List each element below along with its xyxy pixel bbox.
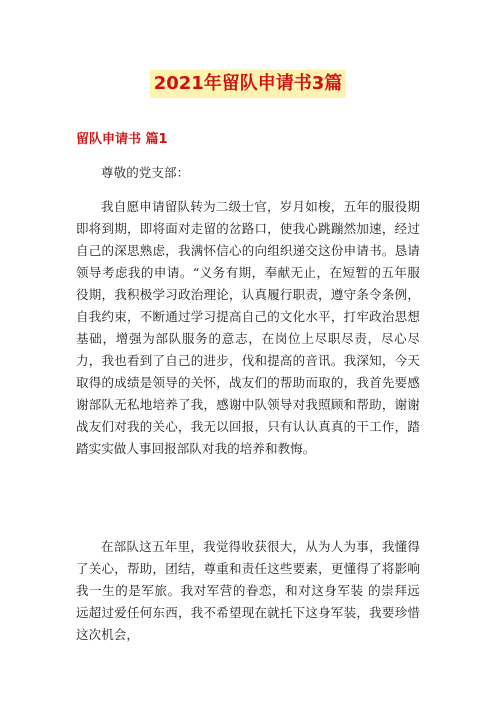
salutation: 尊敬的党支部： (101, 165, 190, 180)
section-heading: 留队申请书 篇1 (76, 132, 168, 147)
paragraph-1: 我自愿申请留队转为二级士官，岁月如梭，五年的服役期即将到期，即将面对走留的岔路口，使我心跳蹦然加速，经过自己的深思熟虑，我满怀信心的向组织递交这份申请书。恳请领导考虑我的申请。“义务有期，奉献无止，在短暂的五年服役期，我积极学习政治理论，认真履行职责，遵守条令条例，自我约束，不断通过学习提高自己的文化水平，打牢政治思想基础，增强为部队服务的意志，在岗位上尽职尽责，尽心尽力，我也看到了自己的进步，伐和提高的音讯。我深知，今天取得的成绩是领导的关怀，战友们的帮助而取的，我首先要感谢部队无私地培养了我，感谢中队领导对我照顾和帮助，谢谢战友们对我的关心，我无以回报，只有认认真真的干工作，踏踏实实做人事回报部队对我的培养和教悔。 (76, 199, 420, 456)
document-title: 2021年留队申请书3篇 (150, 70, 347, 98)
paragraph-2: 在部队这五年里，我觉得收获很大，从为人为事，我懂得了关心，帮助，团结，尊重和责任这些要素，更懂得了将影响我一生的是军旅。我对军营的眷恋，和对这身军装 的崇拜远远超过爱任何东西，我不希望现在就托下这身军装，我要珍惜这次机会， (76, 539, 420, 642)
title-container (0, 70, 496, 98)
